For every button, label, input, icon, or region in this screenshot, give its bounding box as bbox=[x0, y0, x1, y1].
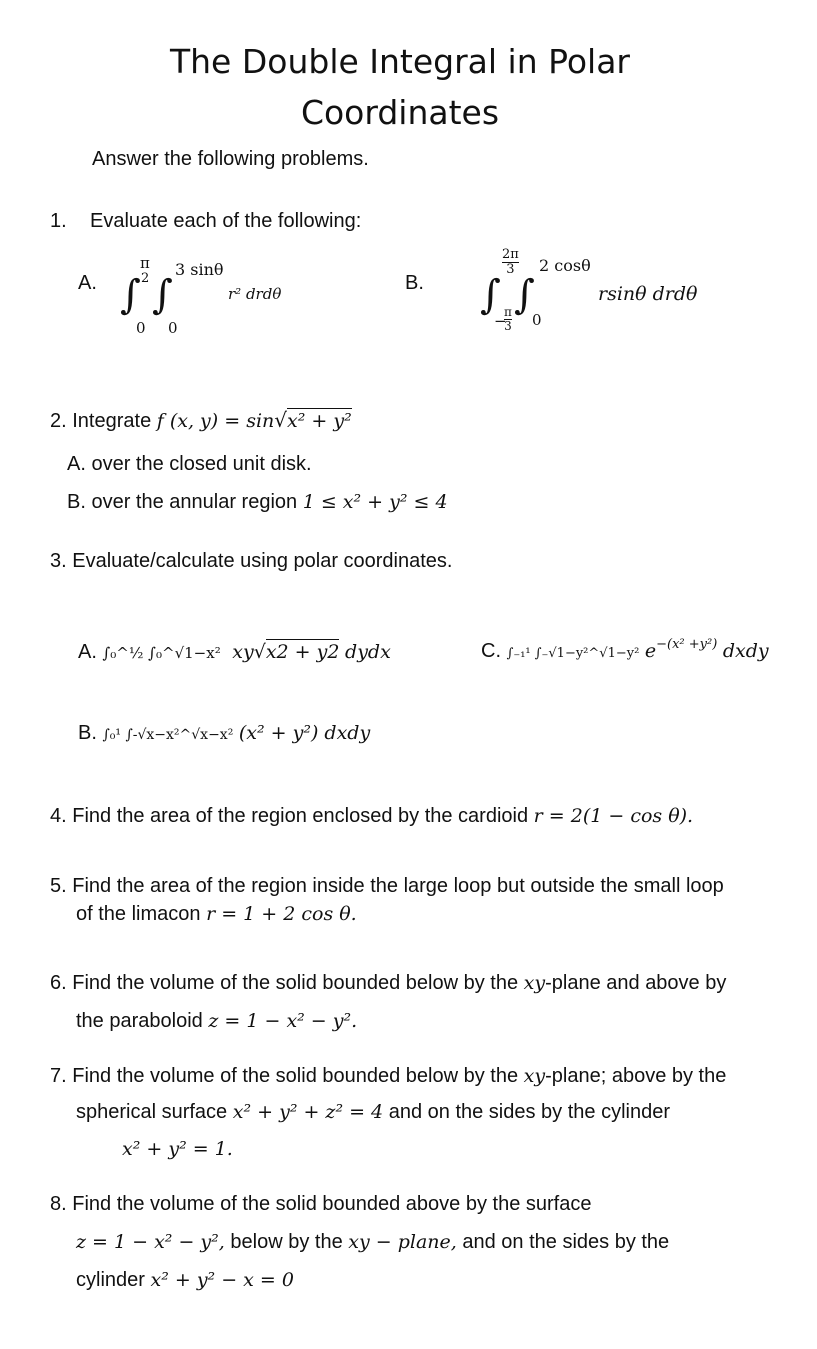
problem-8-text-c: cylinder bbox=[76, 1269, 145, 1291]
problem-5-text: of the limacon bbox=[76, 903, 201, 925]
integrand: r² drdθ bbox=[228, 285, 282, 303]
integral-sign: ∫ bbox=[514, 272, 535, 318]
problem-3-number: 3. bbox=[50, 550, 67, 572]
problem-6-text-b: -plane and above by bbox=[545, 972, 727, 994]
outer-upper-limit-den: 2 bbox=[141, 271, 150, 286]
problem-3b-label: B. bbox=[78, 722, 97, 744]
problem-6-line-1 bbox=[50, 972, 726, 995]
problem-1a-label: A. bbox=[78, 272, 97, 294]
problem-3c bbox=[481, 637, 769, 663]
inner-lower-limit: 0 bbox=[532, 311, 542, 329]
problem-8-math-c: x² + y² − x = 0 bbox=[150, 1269, 294, 1291]
problem-2a: A. over the closed unit disk. bbox=[67, 453, 312, 475]
problem-7-text-d: and on the sides by the cylinder bbox=[388, 1101, 671, 1123]
inner-lower-limit: 0 bbox=[168, 319, 178, 337]
function-expression: f (x, y) = sin bbox=[156, 410, 275, 432]
inner-upper-limit: 3 sinθ bbox=[175, 260, 224, 279]
problem-8-math-a: z = 1 − x² − y², bbox=[76, 1231, 225, 1253]
problem-4 bbox=[50, 805, 693, 828]
problem-3a-differential: dydx bbox=[345, 641, 391, 663]
problem-3c-exponent: −(x² +y²) bbox=[656, 637, 718, 652]
problem-3a-limits: ∫₀^½ ∫₀^√1−x² bbox=[102, 644, 221, 662]
problem-7-line-2 bbox=[76, 1101, 670, 1124]
problem-5-line-2 bbox=[76, 903, 357, 926]
problem-8-line-3 bbox=[76, 1269, 294, 1292]
problem-6-text-c: the paraboloid bbox=[76, 1010, 203, 1032]
problem-2-line: 2. Integrate f (x, y) = sin√x² + y² bbox=[50, 408, 352, 432]
problem-8-text-b: and on the sides by the bbox=[462, 1231, 670, 1253]
problem-1-text: Evaluate each of the following: bbox=[90, 210, 362, 232]
outer-lower-limit: $\frac{\pi}{3}$ bbox=[504, 305, 512, 333]
problem-3b-limits: ∫₀¹ ∫-√x−x²^√x−x² bbox=[102, 727, 234, 743]
problem-3c-limits: ∫₋₁¹ ∫₋√1−y²^√1−y² bbox=[506, 646, 640, 661]
page-title-line-2: Coordinates bbox=[300, 93, 500, 132]
problem-4-text: 4. Find the area of the region enclosed by the cardioid bbox=[50, 805, 529, 827]
problem-6-math-a: xy bbox=[523, 972, 546, 994]
problem-1b-label: B. bbox=[405, 272, 424, 294]
integrand: rsinθ drdθ bbox=[598, 283, 698, 305]
problem-8-line-1: 8. Find the volume of the solid bounded above by the surface bbox=[50, 1193, 592, 1215]
problem-5-math: r = 1 + 2 cos θ. bbox=[206, 903, 357, 925]
problem-6-text-a: 6. Find the volume of the solid bounded below by the bbox=[50, 972, 519, 994]
problem-7-math-b: x² + y² + z² = 4 bbox=[232, 1101, 384, 1123]
problem-3a-label: A. bbox=[78, 641, 97, 663]
problem-7-text-a: 7. Find the volume of the solid bounded below by the bbox=[50, 1065, 519, 1087]
problem-3a-integrand-pre: xy bbox=[232, 641, 254, 663]
problem-2b-math: 1 ≤ x² + y² ≤ 4 bbox=[302, 491, 448, 513]
problem-4-math: r = 2(1 − cos θ). bbox=[533, 805, 694, 827]
problem-7-line-1 bbox=[50, 1065, 726, 1088]
outer-lower-sign: − bbox=[494, 312, 507, 330]
problem-3a: A. ∫₀^½ ∫₀^√1−x² xy√x2 + y2 dydx bbox=[78, 641, 391, 663]
problem-3a-radicand: x2 + y2 bbox=[265, 641, 340, 663]
problem-1-number: 1. bbox=[50, 210, 67, 232]
problem-3c-differential: dxdy bbox=[722, 640, 769, 662]
problem-3-line bbox=[50, 550, 452, 573]
outer-upper-limit: π bbox=[140, 254, 150, 272]
integral-sign: ∫ bbox=[152, 272, 173, 318]
problem-2b-text: B. over the annular region bbox=[67, 491, 298, 513]
problem-5-line-1: 5. Find the area of the region inside the large loop but outside the small loop bbox=[50, 875, 724, 897]
problem-8-math-b: xy − plane, bbox=[348, 1231, 457, 1253]
problem-8-line-2 bbox=[76, 1231, 669, 1254]
integral-sign: ∫ bbox=[480, 272, 501, 318]
radicand: x² + y² bbox=[287, 410, 352, 432]
problem-2b bbox=[67, 491, 448, 514]
page-title-line-1: The Double Integral in Polar bbox=[169, 42, 631, 81]
problem-6-math-b: z = 1 − x² − y². bbox=[208, 1010, 358, 1032]
problem-6-line-2 bbox=[76, 1010, 357, 1033]
problem-7-text-c: spherical surface bbox=[76, 1101, 228, 1123]
problem-7-line-3 bbox=[122, 1138, 233, 1161]
integral-sign: ∫ bbox=[120, 272, 141, 318]
outer-lower-limit: 0 bbox=[136, 319, 146, 337]
problem-3b-integrand: (x² + y²) dxdy bbox=[238, 722, 371, 744]
outer-upper-limit: $\frac{2\pi}{3}$ bbox=[502, 247, 519, 277]
problem-3b bbox=[78, 722, 370, 745]
problem-8-text-a: below by the bbox=[230, 1231, 343, 1253]
instructions: Answer the following problems. bbox=[92, 148, 369, 170]
problem-3-text: Evaluate/calculate using polar coordinates. bbox=[72, 550, 453, 572]
problem-7-text-b: -plane; above by the bbox=[545, 1065, 727, 1087]
problem-7-math-a: xy bbox=[523, 1065, 546, 1087]
inner-upper-limit: 2 cosθ bbox=[539, 256, 591, 275]
problem-3c-integrand: e bbox=[644, 640, 657, 662]
problem-2-text: Integrate bbox=[72, 410, 152, 432]
problem-3c-label: C. bbox=[481, 640, 501, 662]
problem-2-number: 2. bbox=[50, 410, 67, 432]
problem-7-math-c: x² + y² = 1. bbox=[122, 1138, 233, 1160]
